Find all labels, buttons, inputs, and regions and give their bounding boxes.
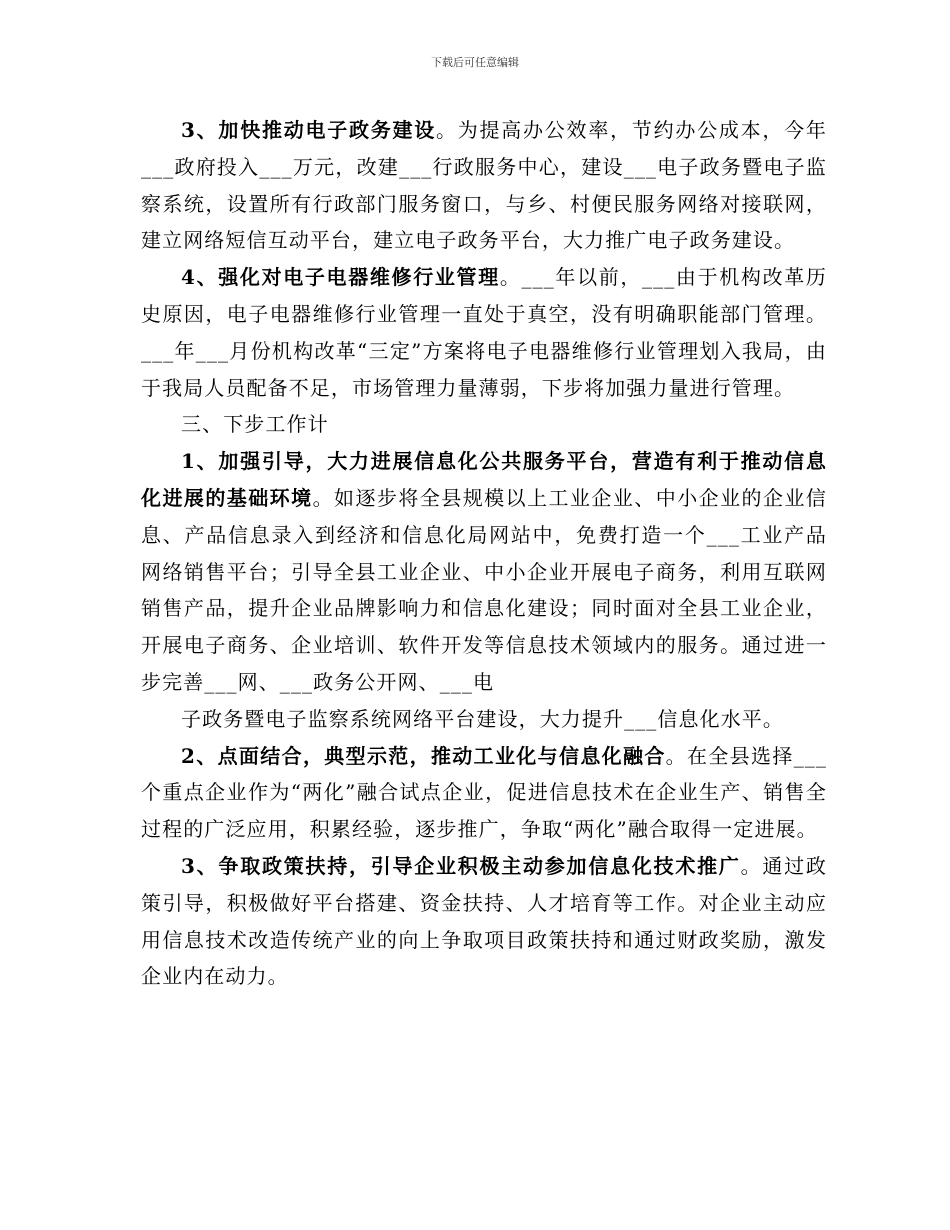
- paragraph-heading: 2、点面结合，典型示范，推动工业化与信息化融合: [181, 743, 666, 768]
- paragraph-text: 。如逐步将全县规模以上工业企业、中小企业的企业信息、产品信息录入到经济和信息化局网站中，免费打造一个___工业产品网络销售平台；引导全县工业企业、中小企业开展电子商务，利用互联网销售产品，提升企业品牌影响力和信息化建设；同时面对全县工业企业，开展电子商务、企业培训、软件开发等信息技术领域内的服务。通过进一步完善___网、___政务公开网、___电: [141, 485, 827, 694]
- paragraph-heading: 3、加快推动电子政务建设: [181, 118, 437, 142]
- paragraph-text: 。在全县选择___个重点企业作为“两化”融合试点企业，促进信息技术在企业生产、销售全过程的广泛应用，积累经验，逐步推广，争取“两化”融合取得一定进展。: [141, 743, 827, 842]
- paragraph-continuation: 子政务暨电子监察系统网络平台建设，大力提升___信息化水平。: [181, 706, 784, 731]
- page-header: 下载后可任意编辑: [431, 56, 519, 69]
- paragraph-policy-support: [141, 848, 827, 995]
- paragraph-integration: [141, 738, 827, 848]
- paragraph-e-government: [141, 112, 827, 259]
- paragraph-text: 。通过政策引导，积极做好平台搭建、资金扶持、人才培育等工作。对企业主动应用信息技术改造传统产业的向上争取项目政策扶持和通过财政奖励，激发企业内在动力。: [141, 853, 827, 989]
- paragraph-repair-industry: [141, 259, 827, 406]
- paragraph-heading: 1、加强引导，大力进展信息化公共服务平台，营造有利于推动信息化进展的基础环境: [141, 449, 827, 510]
- paragraph-service-platform: [141, 443, 827, 701]
- section-heading: 三、下步工作计: [181, 412, 329, 437]
- paragraph-heading: 3、争取政策扶持，引导企业积极主动参加信息化技术推广: [181, 853, 741, 878]
- paragraph-text: 。为提高办公效率，节约办公成本，今年___政府投入___万元，改建___行政服务中心，建设___电子政务暨电子监察系统，设置所有行政部门服务窗口，与乡、村便民服务网络对接联网，建立网络短信互动平台，建立电子政务平台，大力推广电子政务建设。: [141, 118, 827, 253]
- paragraph-text: 。___年以前，___由于机构改革历史原因，电子电器维修行业管理一直处于真空，没有明确职能部门管理。___年___月份机构改革“三定”方案将电子电器维修行业管理划入我局，由于我局人员配备不足，市场管理力量薄弱，下步将加强力量进行管理。: [141, 265, 827, 400]
- document-body: [141, 112, 827, 995]
- paragraph-heading: 4、强化对电子电器维修行业管理: [181, 265, 500, 290]
